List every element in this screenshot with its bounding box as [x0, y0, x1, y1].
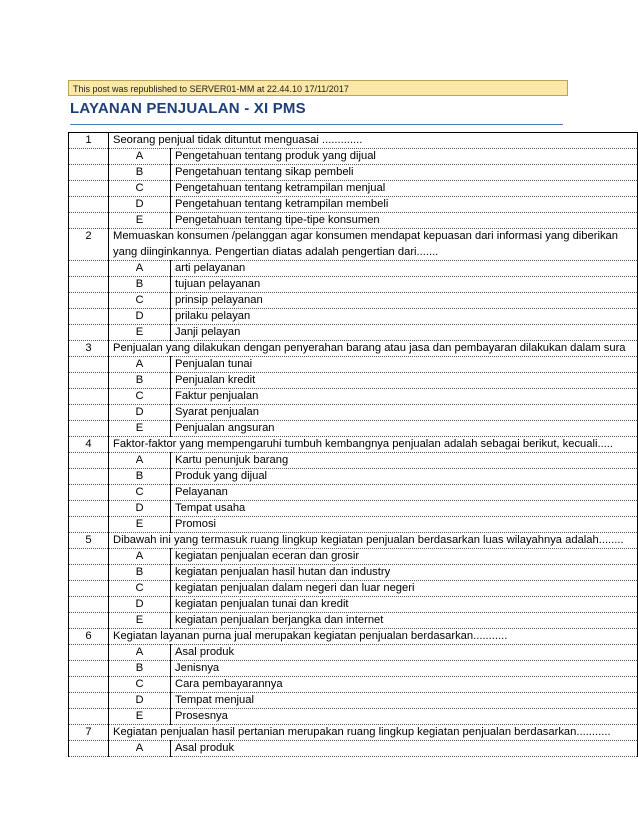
option-row: [69, 549, 638, 565]
option-row: [69, 261, 638, 277]
option-letter: D: [109, 693, 171, 709]
option-row: [69, 613, 638, 629]
option-text: kegiatan penjualan eceran dan grosir: [171, 549, 638, 565]
option-row: [69, 677, 638, 693]
question-row: [69, 629, 638, 645]
question-text: Dibawah ini yang termasuk ruang lingkup kegiatan penjualan berdasarkan luas wilayahnya adalah........: [109, 533, 638, 549]
option-letter: D: [109, 597, 171, 613]
option-spacer: [69, 165, 109, 181]
option-letter: E: [109, 613, 171, 629]
option-text: Penjualan tunai: [171, 357, 638, 373]
option-letter: E: [109, 709, 171, 725]
option-spacer: [69, 485, 109, 501]
title-underline: [70, 124, 563, 125]
question-row: [69, 533, 638, 549]
option-text: kegiatan penjualan tunai dan kredit: [171, 597, 638, 613]
option-letter: A: [109, 645, 171, 661]
option-text: Pengetahuan tentang produk yang dijual: [171, 149, 638, 165]
option-letter: E: [109, 213, 171, 229]
question-number: 5: [69, 533, 109, 549]
question-number: 4: [69, 437, 109, 453]
question-text: Seorang penjual tidak dituntut menguasai .............: [109, 133, 638, 149]
option-spacer: [69, 405, 109, 421]
question-row: [69, 133, 638, 149]
question-row: [69, 341, 638, 357]
option-text: Pelayanan: [171, 485, 638, 501]
option-spacer: [69, 421, 109, 437]
option-spacer: [69, 357, 109, 373]
option-spacer: [69, 661, 109, 677]
option-row: [69, 309, 638, 325]
option-spacer: [69, 517, 109, 533]
option-text: Pengetahuan tentang sikap pembeli: [171, 165, 638, 181]
option-spacer: [69, 581, 109, 597]
option-letter: D: [109, 501, 171, 517]
question-number: 2: [69, 229, 109, 261]
option-letter: E: [109, 325, 171, 341]
option-spacer: [69, 149, 109, 165]
option-spacer: [69, 277, 109, 293]
option-text: Tempat menjual: [171, 693, 638, 709]
option-spacer: [69, 197, 109, 213]
option-spacer: [69, 693, 109, 709]
question-number: 3: [69, 341, 109, 357]
option-row: [69, 661, 638, 677]
option-text: Pengetahuan tentang ketrampilan membeli: [171, 197, 638, 213]
page-title: LAYANAN PENJUALAN - XI PMS: [70, 100, 306, 117]
option-row: [69, 501, 638, 517]
option-text: arti pelayanan: [171, 261, 638, 277]
option-text: Asal produk: [171, 741, 638, 757]
option-text: Asal produk: [171, 645, 638, 661]
option-spacer: [69, 565, 109, 581]
option-row: [69, 325, 638, 341]
question-text: Kegiatan layanan purna jual merupakan kegiatan penjualan berdasarkan...........: [109, 629, 638, 645]
option-row: [69, 453, 638, 469]
question-table-body: [69, 133, 638, 757]
option-row: [69, 645, 638, 661]
option-text: Kartu penunjuk barang: [171, 453, 638, 469]
option-row: [69, 357, 638, 373]
option-letter: B: [109, 165, 171, 181]
option-letter: D: [109, 405, 171, 421]
option-letter: C: [109, 389, 171, 405]
question-row: [69, 437, 638, 453]
option-text: Janji pelayan: [171, 325, 638, 341]
option-text: kegiatan penjualan dalam negeri dan luar negeri: [171, 581, 638, 597]
option-row: [69, 373, 638, 389]
option-letter: E: [109, 421, 171, 437]
option-letter: A: [109, 261, 171, 277]
option-row: [69, 197, 638, 213]
question-text: Memuaskan konsumen /pelanggan agar konsumen mendapat kepuasan dari informasi yang diberikan yang diinginkannya. Pengertian diatas adalah pengertian dari.......: [109, 229, 638, 261]
question-number: 6: [69, 629, 109, 645]
option-text: Produk yang dijual: [171, 469, 638, 485]
option-text: kegiatan penjualan hasil hutan dan industry: [171, 565, 638, 581]
option-letter: A: [109, 549, 171, 565]
option-spacer: [69, 453, 109, 469]
question-row: [69, 229, 638, 261]
option-spacer: [69, 709, 109, 725]
question-number: 1: [69, 133, 109, 149]
option-letter: C: [109, 677, 171, 693]
option-row: [69, 181, 638, 197]
option-row: [69, 581, 638, 597]
option-text: prilaku pelayan: [171, 309, 638, 325]
option-spacer: [69, 597, 109, 613]
option-row: [69, 149, 638, 165]
option-spacer: [69, 469, 109, 485]
option-text: Cara pembayarannya: [171, 677, 638, 693]
option-row: [69, 517, 638, 533]
option-spacer: [69, 261, 109, 277]
option-spacer: [69, 293, 109, 309]
option-spacer: [69, 501, 109, 517]
option-row: [69, 389, 638, 405]
option-row: [69, 565, 638, 581]
option-text: Faktur penjualan: [171, 389, 638, 405]
option-row: [69, 421, 638, 437]
question-row: [69, 725, 638, 741]
question-text: Penjualan yang dilakukan dengan penyerahan barang atau jasa dan pembayaran dilakukan dalam sura: [109, 341, 638, 357]
option-spacer: [69, 741, 109, 757]
option-spacer: [69, 309, 109, 325]
option-row: [69, 693, 638, 709]
question-text: Faktor-faktor yang mempengaruhi tumbuh kembangnya penjualan adalah sebagai berikut, kecuali.....: [109, 437, 638, 453]
option-text: prinsip pelayanan: [171, 293, 638, 309]
option-row: [69, 165, 638, 181]
option-letter: C: [109, 293, 171, 309]
option-spacer: [69, 389, 109, 405]
option-letter: C: [109, 485, 171, 501]
option-row: [69, 485, 638, 501]
option-text: Penjualan kredit: [171, 373, 638, 389]
option-letter: D: [109, 309, 171, 325]
question-table: [68, 132, 638, 757]
option-text: Penjualan angsuran: [171, 421, 638, 437]
option-row: [69, 741, 638, 757]
option-letter: A: [109, 357, 171, 373]
option-letter: B: [109, 661, 171, 677]
option-row: [69, 709, 638, 725]
option-text: Promosi: [171, 517, 638, 533]
option-row: [69, 405, 638, 421]
option-letter: E: [109, 517, 171, 533]
option-letter: A: [109, 453, 171, 469]
option-row: [69, 213, 638, 229]
option-row: [69, 277, 638, 293]
option-spacer: [69, 549, 109, 565]
option-row: [69, 597, 638, 613]
question-text: Kegiatan penjualan hasil pertanian merupakan ruang lingkup kegiatan penjualan berdasarkan...........: [109, 725, 638, 741]
option-spacer: [69, 325, 109, 341]
option-text: Tempat usaha: [171, 501, 638, 517]
option-letter: A: [109, 149, 171, 165]
option-text: Syarat penjualan: [171, 405, 638, 421]
option-letter: C: [109, 181, 171, 197]
option-letter: D: [109, 197, 171, 213]
option-text: Pengetahuan tentang ketrampilan menjual: [171, 181, 638, 197]
option-letter: B: [109, 277, 171, 293]
option-text: tujuan pelayanan: [171, 277, 638, 293]
option-letter: B: [109, 469, 171, 485]
option-spacer: [69, 677, 109, 693]
option-spacer: [69, 213, 109, 229]
option-text: Prosesnya: [171, 709, 638, 725]
option-spacer: [69, 613, 109, 629]
option-text: Pengetahuan tentang tipe-tipe konsumen: [171, 213, 638, 229]
option-spacer: [69, 181, 109, 197]
option-row: [69, 293, 638, 309]
option-letter: A: [109, 741, 171, 757]
option-letter: C: [109, 581, 171, 597]
option-text: kegiatan penjualan berjangka dan internet: [171, 613, 638, 629]
option-spacer: [69, 645, 109, 661]
option-spacer: [69, 373, 109, 389]
option-letter: B: [109, 565, 171, 581]
option-row: [69, 469, 638, 485]
question-number: 7: [69, 725, 109, 741]
option-text: Jenisnya: [171, 661, 638, 677]
option-letter: B: [109, 373, 171, 389]
republish-notice: This post was republished to SERVER01-MM at 22.44.10 17/11/2017: [68, 80, 568, 96]
